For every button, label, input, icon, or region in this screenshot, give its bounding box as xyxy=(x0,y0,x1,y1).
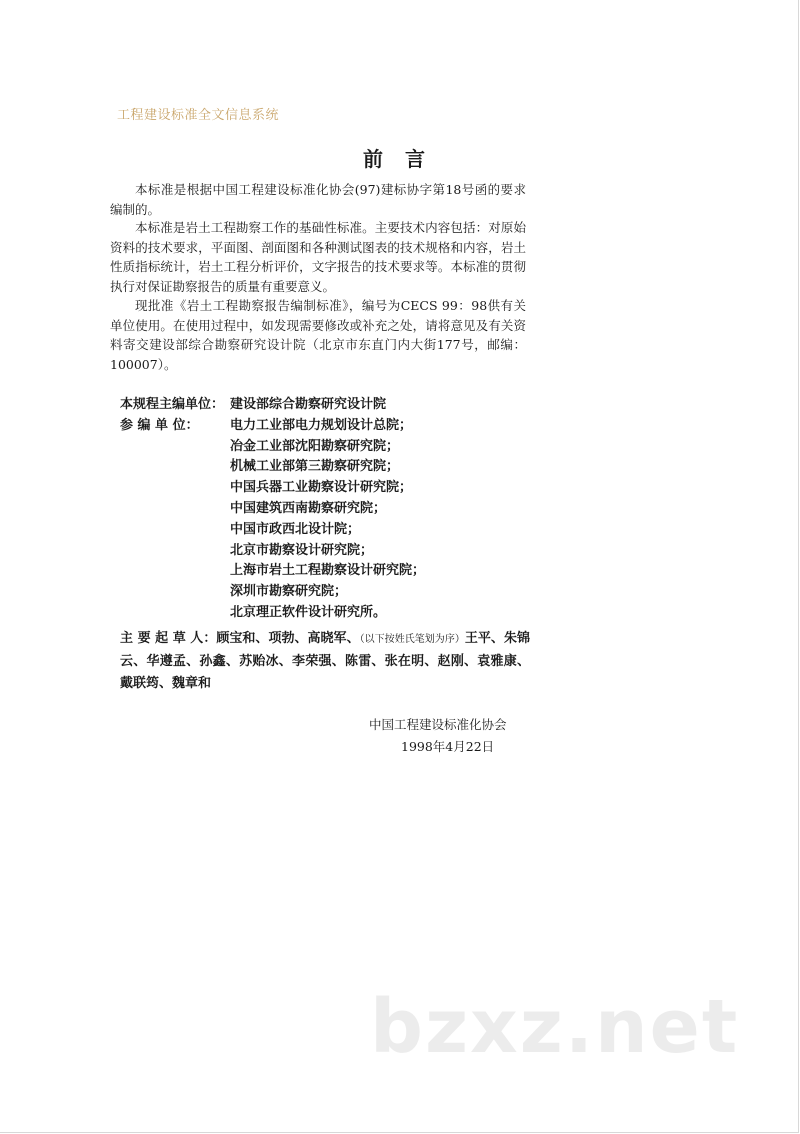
paragraph-3-text: 现批准《岩土工程勘察报告编制标准》，编号为CECS 99：98供有关单位使用。在使用过程中，如发现需要修改或补充之处，请将意见及有关资料寄交建设部综合勘察研究设计院（北京市东直门内大街177号，邮编：100007）。 xyxy=(110,298,526,372)
participant-unit: 北京市勘察设计研究院； xyxy=(230,542,374,558)
participant-row xyxy=(120,499,425,520)
participant-unit: 北京理正软件设计研究所。 xyxy=(230,604,387,620)
participant-unit: 中国建筑西南勘察研究院； xyxy=(230,500,387,516)
paragraph-2-text: 本标准是岩土工程勘察工作的基础性标准。主要技术内容包括：对原始资料的技术要求，平面图、剖面图和各种测试图表的技术规格和内容，岩土性质指标统计，岩土工程分析评价，文字报告的技术要求等。本标准的贯彻执行对保证勘察报告的质量有重要意义。 xyxy=(110,220,526,294)
participant-unit: 冶金工业部沈阳勘察研究院； xyxy=(230,438,400,454)
page-title: 前言 xyxy=(363,147,447,171)
paragraph-2 xyxy=(110,218,526,296)
paragraph-1-text: 本标准是根据中国工程建设标准化协会(97)建标协字第18号函的要求编制的。 xyxy=(110,182,526,217)
participants-label: 参 编 单 位： xyxy=(120,417,199,433)
drafters-leaders: 顾宝和、项勃、高晓军、 xyxy=(216,631,360,646)
drafters-label: 主 要 起 草 人： xyxy=(120,631,217,646)
participant-unit: 机械工业部第三勘察研究院； xyxy=(230,459,400,475)
participant-row xyxy=(120,541,425,562)
participant-row xyxy=(120,582,425,603)
signature-date: 1998年4月22日 xyxy=(401,739,495,754)
watermark-logo: bzxz.net xyxy=(370,984,740,1070)
header-system-name: 工程建设标准全文信息系统 xyxy=(117,108,280,123)
chief-unit-row xyxy=(120,395,425,416)
participant-row xyxy=(120,561,425,582)
drafters-order-note: （以下按姓氏笔划为序） xyxy=(359,634,465,645)
participant-row xyxy=(120,478,425,499)
participant-row xyxy=(120,416,425,437)
participant-unit: 中国兵器工业勘察设计研究院； xyxy=(230,480,413,496)
participant-row xyxy=(120,520,425,541)
participant-unit: 电力工业部电力规划设计总院； xyxy=(230,417,413,433)
chief-unit: 建设部综合勘察研究设计院 xyxy=(230,397,387,412)
drafters-others: 王平、朱锦云、华遵孟、孙鑫、苏贻冰、李荣强、陈雷、张在明、赵刚、袁雅康、戴联筠、魏章和 xyxy=(120,631,530,691)
paragraph-3 xyxy=(110,296,526,374)
participant-unit: 深圳市勘察研究院； xyxy=(230,584,348,600)
paragraph-1 xyxy=(110,180,526,219)
participant-row xyxy=(120,603,425,624)
participant-unit: 上海市岩土工程勘察设计研究院； xyxy=(230,563,426,579)
participant-row xyxy=(120,437,425,458)
organization-list xyxy=(120,395,425,624)
drafters-block xyxy=(120,628,530,695)
participant-unit: 中国市政西北设计院； xyxy=(230,521,361,537)
signature-organization: 中国工程建设标准化协会 xyxy=(369,717,507,732)
chief-unit-label: 本规程主编单位： xyxy=(120,397,225,412)
participant-row xyxy=(120,457,425,478)
